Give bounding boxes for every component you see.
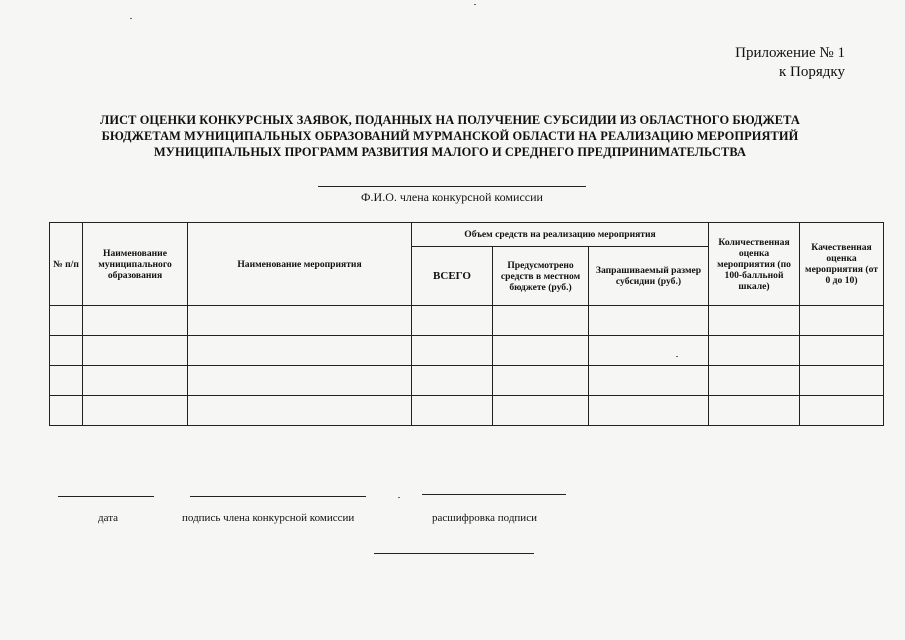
annex-order: к Порядку xyxy=(779,64,845,80)
header-qualitative: Качественная оценка мероприятия (от 0 до 10) xyxy=(800,223,884,306)
table-cell[interactable] xyxy=(800,336,884,366)
table-cell[interactable] xyxy=(709,306,800,336)
table-cell[interactable] xyxy=(83,306,188,336)
table-cell[interactable] xyxy=(589,306,709,336)
table-cell[interactable] xyxy=(412,366,493,396)
title-line-3: МУНИЦИПАЛЬНЫХ ПРОГРАММ РАЗВИТИЯ МАЛОГО И СРЕДНЕГО ПРЕДПРИНИМАТЕЛЬСТВА xyxy=(153,145,747,159)
table-cell[interactable] xyxy=(83,336,188,366)
scan-speck xyxy=(130,18,132,19)
table-cell[interactable] xyxy=(709,396,800,426)
signature-line xyxy=(190,496,366,497)
table-row xyxy=(50,336,884,366)
header-funds-group: Объем средств на реализацию мероприятия xyxy=(412,223,709,247)
scan-speck xyxy=(474,4,476,5)
commission-member-name-line xyxy=(318,186,586,187)
title-line-2: БЮДЖЕТАМ МУНИЦИПАЛЬНЫХ ОБРАЗОВАНИЙ МУРМАНСКОЙ ОБЛАСТИ НА РЕАЛИЗАЦИЮ МЕРОПРИЯТИЙ xyxy=(101,129,799,143)
table-cell[interactable] xyxy=(412,306,493,336)
commission-member-label: Ф.И.О. члена конкурсной комиссии xyxy=(361,190,543,204)
table-cell[interactable] xyxy=(188,336,412,366)
decoding-line xyxy=(422,494,566,495)
table-cell[interactable] xyxy=(493,396,589,426)
header-municipality: Наименование муниципального образования xyxy=(83,223,188,306)
table-row xyxy=(50,396,884,426)
header-total: ВСЕГО xyxy=(412,247,493,306)
table-cell[interactable] xyxy=(800,306,884,336)
annex-number: Приложение № 1 xyxy=(735,45,845,61)
header-local-budget: Предусмотрено средств в местном бюджете (руб.) xyxy=(493,247,589,306)
table-cell[interactable] xyxy=(800,366,884,396)
table-cell[interactable] xyxy=(83,366,188,396)
table-cell[interactable] xyxy=(83,396,188,426)
header-event: Наименование мероприятия xyxy=(188,223,412,306)
decoding-label: расшифровка подписи xyxy=(432,512,537,524)
scan-speck xyxy=(676,356,678,357)
date-label: дата xyxy=(98,512,119,524)
table-cell[interactable] xyxy=(493,336,589,366)
title-line-1: ЛИСТ ОЦЕНКИ КОНКУРСНЫХ ЗАЯВОК, ПОДАННЫХ НА ПОЛУЧЕНИЕ СУБСИДИИ ИЗ ОБЛАСТНОГО БЮДЖЕТА xyxy=(100,113,800,127)
table-cell[interactable] xyxy=(412,396,493,426)
table-cell[interactable] xyxy=(50,336,83,366)
evaluation-table xyxy=(49,222,884,426)
table-cell[interactable] xyxy=(188,396,412,426)
table-cell[interactable] xyxy=(589,336,709,366)
table-cell[interactable] xyxy=(589,396,709,426)
table-cell[interactable] xyxy=(589,366,709,396)
table-row xyxy=(50,306,884,336)
table-cell[interactable] xyxy=(493,366,589,396)
header-quantitative: Количественная оценка мероприятия (по 100-балльной шкале) xyxy=(709,223,800,306)
table-cell[interactable] xyxy=(188,366,412,396)
table-cell[interactable] xyxy=(709,336,800,366)
table-cell[interactable] xyxy=(709,366,800,396)
signature-label: подпись члена конкурсной комиссии xyxy=(182,512,355,524)
table-cell[interactable] xyxy=(188,306,412,336)
table-cell[interactable] xyxy=(50,366,83,396)
table-cell[interactable] xyxy=(412,336,493,366)
annex-reference xyxy=(735,44,845,82)
table-cell[interactable] xyxy=(50,306,83,336)
table-cell[interactable] xyxy=(50,396,83,426)
table-cell[interactable] xyxy=(800,396,884,426)
document-title xyxy=(70,112,830,160)
header-num: № п/п xyxy=(50,223,83,306)
table-cell[interactable] xyxy=(493,306,589,336)
table-row xyxy=(50,366,884,396)
scan-speck xyxy=(398,497,400,498)
date-signature-line xyxy=(58,496,154,497)
header-subsidy-requested: Запрашиваемый размер субсидии (руб.) xyxy=(589,247,709,306)
extra-signature-line xyxy=(374,553,534,554)
